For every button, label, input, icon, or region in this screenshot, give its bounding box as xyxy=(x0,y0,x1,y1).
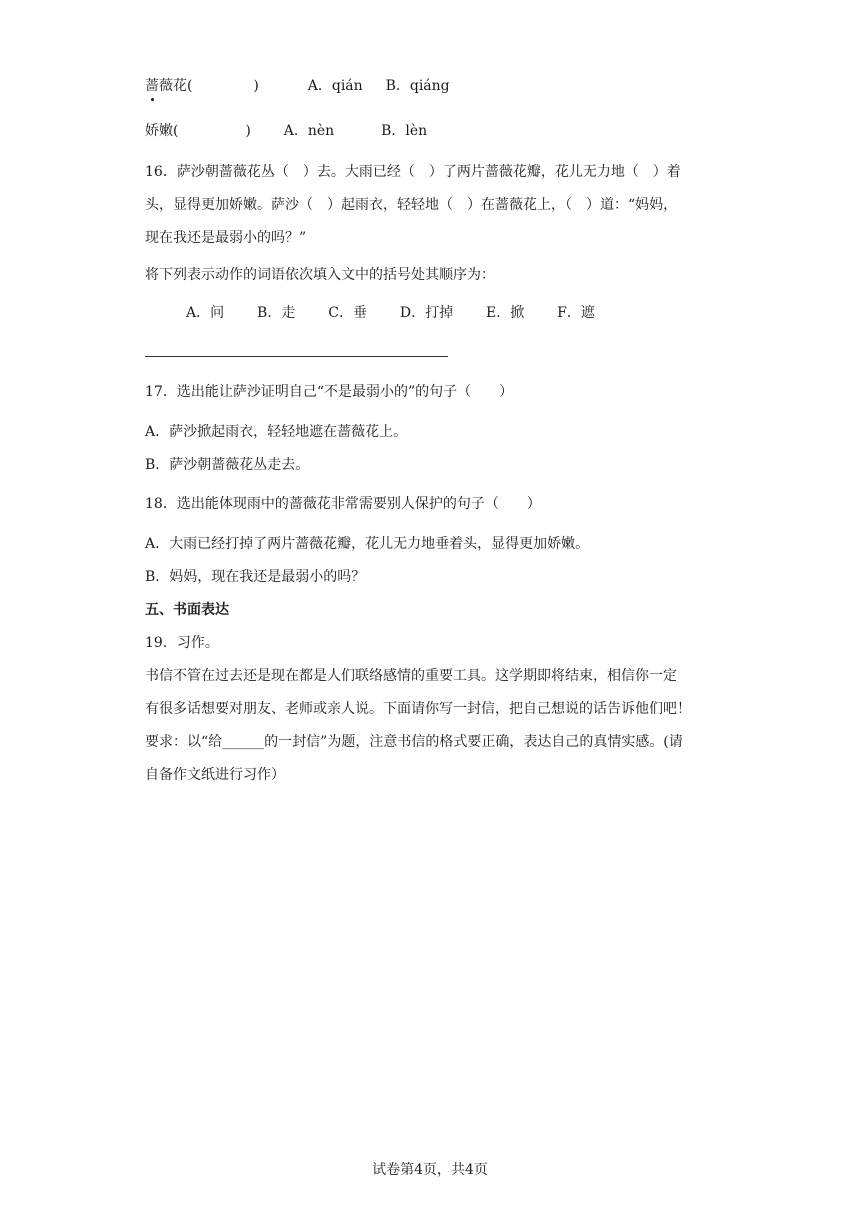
q16-answer-line[interactable] xyxy=(145,356,448,357)
q15-item-1-word xyxy=(145,78,197,94)
q15-item-1-option-b: B．qiáng xyxy=(385,78,450,94)
q18-option-b: B．妈妈，现在我还是最弱小的吗？ xyxy=(145,569,366,585)
q16-options xyxy=(186,303,595,323)
q15-item-2-option-a: A．nèn xyxy=(283,123,335,139)
q15-item-1 xyxy=(145,76,450,96)
q16-option-e: E．掀 xyxy=(486,305,525,321)
q15-item-2-word xyxy=(145,123,183,139)
q15-item-1-option-a: A．qián xyxy=(307,78,363,94)
q19-line-1: 书信不管在过去还是现在都是人们联络感情的重要工具。这学期即将结束，相信你一定 xyxy=(145,668,677,684)
q16-option-d: D．打掉 xyxy=(399,305,454,321)
q19-line-4: 自备作文纸进行习作） xyxy=(145,767,285,783)
q16-option-b: B．走 xyxy=(257,305,296,321)
q15-item-2-option-b: B．lèn xyxy=(381,123,428,139)
q16-option-f: F．遮 xyxy=(557,305,595,321)
q15-item-2-rest: 嫩( xyxy=(159,123,179,139)
q16-line-3: 现在我还是最弱小的吗？” xyxy=(145,230,307,246)
q17-question: 17．选出能让萨沙证明自己“不是最弱小的”的句子（ ） xyxy=(145,384,514,400)
q16-line-1: 16．萨沙朝蔷薇花丛（ ）去。大雨已经（ ）了两片蔷薇花瓣，花儿无力地（ ）着 xyxy=(145,164,681,180)
q16-option-c: C．垂 xyxy=(328,305,367,321)
q19-line-2: 有很多话想要对朋友、老师或亲人说。下面请你写一封信，把自己想说的话告诉他们吧！ xyxy=(145,701,691,717)
page-footer: 试卷第4页，共4页 xyxy=(372,1162,488,1178)
q15-item-1-rest: 薇花( xyxy=(159,78,193,94)
q18-option-a: A．大雨已经打掉了两片蔷薇花瓣，花儿无力地垂着头，显得更加娇嫩。 xyxy=(145,536,590,552)
q16-line-2: 头，显得更加娇嫩。萨沙（ ）起雨衣，轻轻地（ ）在蔷薇花上，（ ）道：“妈妈， xyxy=(145,197,678,213)
q16-option-a: A．问 xyxy=(186,305,225,321)
q16-instruction: 将下列表示动作的词语依次填入文中的括号处其顺序为： xyxy=(145,267,495,283)
section-5-title: 五、书面表达 xyxy=(145,602,229,618)
q18-question: 18．选出能体现雨中的蔷薇花非常需要别人保护的句子（ ） xyxy=(145,496,541,512)
q19-line-3: 要求：以“给______的一封信”为题，注意书信的格式要正确，表达自己的真情实感。(请 xyxy=(145,734,683,750)
q15-item-2-first-char: 娇 xyxy=(145,123,159,139)
q15-item-1-dotted-char: 蔷 xyxy=(145,78,159,94)
q17-option-b: B．萨沙朝蔷薇花丛走去。 xyxy=(145,457,310,473)
q15-item-2 xyxy=(145,121,427,141)
q15-item-2-close: ) xyxy=(245,123,251,139)
q15-item-1-close: ) xyxy=(253,78,259,94)
q19-title: 19．习作。 xyxy=(145,635,219,651)
q17-option-a: A．萨沙掀起雨衣，轻轻地遮在蔷薇花上。 xyxy=(145,424,408,440)
